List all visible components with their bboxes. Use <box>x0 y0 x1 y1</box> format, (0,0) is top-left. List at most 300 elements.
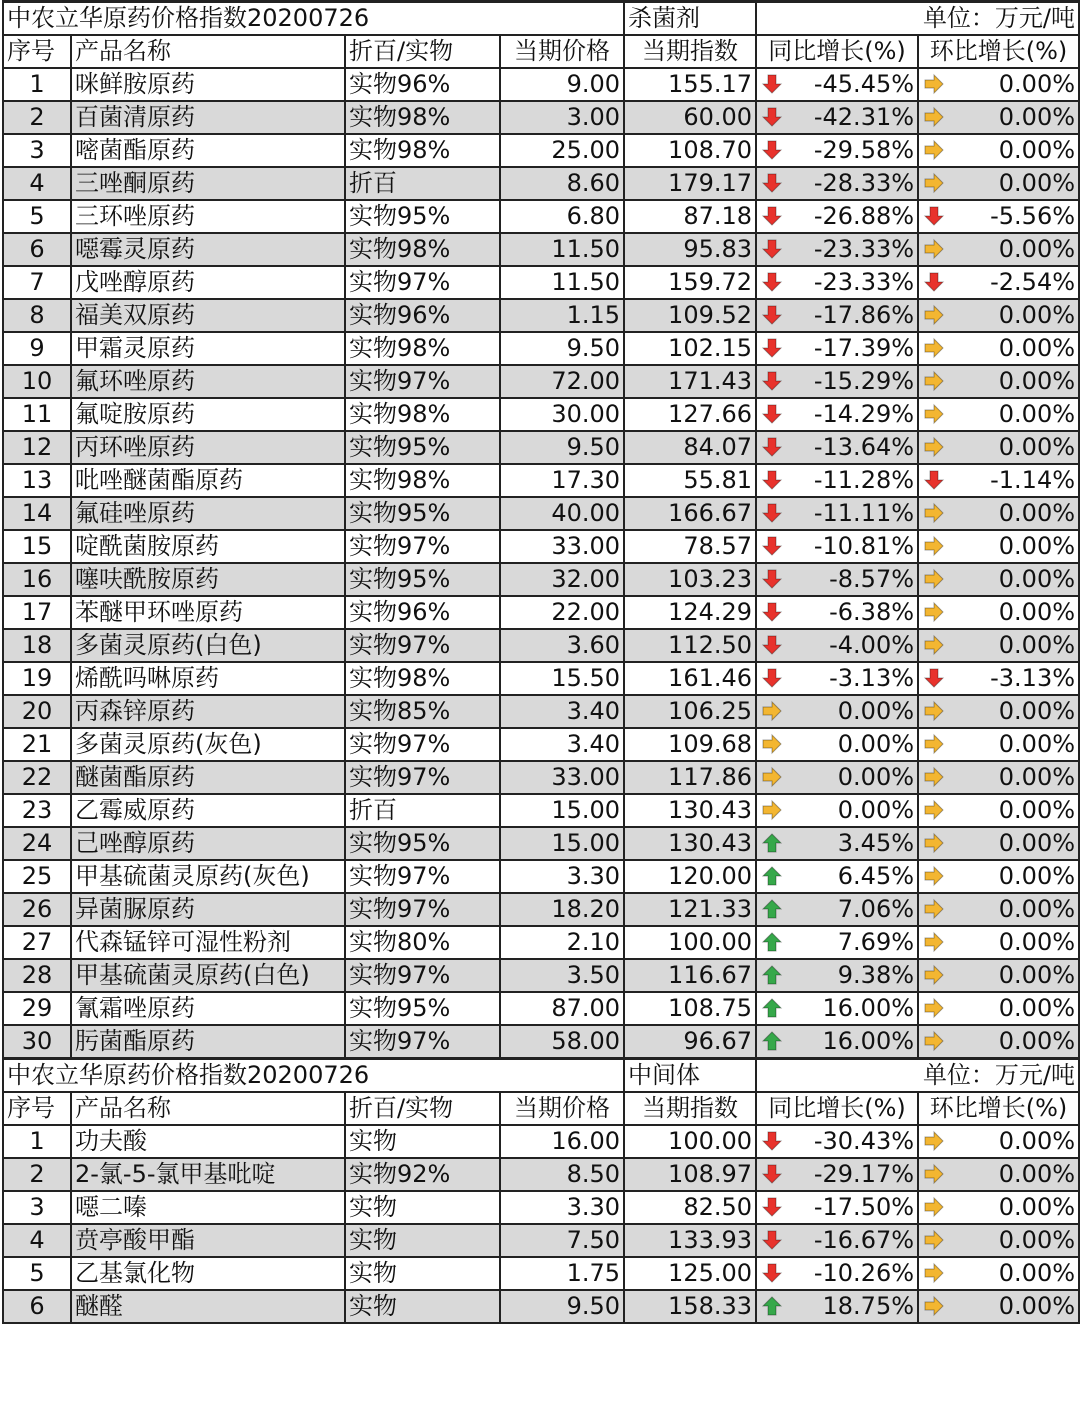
arrow-flat-icon <box>923 1229 945 1251</box>
mom-value: 0.00% <box>998 1127 1076 1155</box>
yoy-value: 16.00% <box>822 1027 915 1055</box>
current-index: 100.00 <box>624 926 756 959</box>
header-name: 产品名称 <box>71 1092 345 1125</box>
mom-value: 0.00% <box>998 136 1076 164</box>
product-type: 实物97% <box>345 530 500 563</box>
row-number: 12 <box>3 431 71 464</box>
row-number: 9 <box>3 332 71 365</box>
arrow-down-icon <box>761 304 783 326</box>
product-type: 实物 <box>345 1191 500 1224</box>
product-name: 百菌清原药 <box>71 101 345 134</box>
yoy-change <box>756 860 918 893</box>
row-number: 18 <box>3 629 71 662</box>
arrow-flat-icon <box>923 106 945 128</box>
arrow-down-icon <box>923 667 945 689</box>
yoy-value: -23.33% <box>813 235 915 263</box>
arrow-down-icon <box>761 106 783 128</box>
arrow-flat-icon <box>923 832 945 854</box>
arrow-flat-icon <box>923 337 945 359</box>
mom-value: 0.00% <box>998 1292 1076 1320</box>
mom-change <box>918 1025 1079 1059</box>
table-row <box>3 1191 1079 1224</box>
arrow-up-icon <box>761 865 783 887</box>
arrow-flat-icon <box>923 766 945 788</box>
current-index: 112.50 <box>624 629 756 662</box>
current-index: 60.00 <box>624 101 756 134</box>
mom-change <box>918 893 1079 926</box>
arrow-flat-icon <box>923 172 945 194</box>
mom-value: 0.00% <box>998 631 1076 659</box>
yoy-change <box>756 695 918 728</box>
product-name: 乙霉威原药 <box>71 794 345 827</box>
yoy-value: -17.39% <box>813 334 915 362</box>
current-index: 87.18 <box>624 200 756 233</box>
yoy-change <box>756 893 918 926</box>
yoy-change <box>756 68 918 101</box>
row-number: 19 <box>3 662 71 695</box>
product-type: 实物96% <box>345 299 500 332</box>
current-price: 33.00 <box>500 530 624 563</box>
table-row <box>3 1125 1079 1158</box>
current-price: 22.00 <box>500 596 624 629</box>
product-type: 实物97% <box>345 365 500 398</box>
arrow-down-icon <box>761 436 783 458</box>
product-type: 实物97% <box>345 860 500 893</box>
mom-value: 0.00% <box>998 1160 1076 1188</box>
yoy-value: 0.00% <box>837 697 915 725</box>
current-index: 161.46 <box>624 662 756 695</box>
mom-change <box>918 860 1079 893</box>
arrow-up-icon <box>761 964 783 986</box>
product-type: 实物97% <box>345 728 500 761</box>
row-number: 17 <box>3 596 71 629</box>
mom-change <box>918 332 1079 365</box>
mom-value: 0.00% <box>998 1027 1076 1055</box>
row-number: 29 <box>3 992 71 1025</box>
current-price: 6.80 <box>500 200 624 233</box>
yoy-value: 7.06% <box>837 895 915 923</box>
product-name: 氟环唑原药 <box>71 365 345 398</box>
yoy-change <box>756 398 918 431</box>
product-name: 肟菌酯原药 <box>71 1025 345 1059</box>
header-no: 序号 <box>3 1092 71 1125</box>
header-name: 产品名称 <box>71 35 345 68</box>
product-type: 实物96% <box>345 596 500 629</box>
table-row <box>3 761 1079 794</box>
header-yoy: 同比增长(%) <box>756 1092 918 1125</box>
arrow-up-icon <box>761 997 783 1019</box>
arrow-flat-icon <box>923 865 945 887</box>
current-index: 96.67 <box>624 1025 756 1059</box>
product-type: 实物85% <box>345 695 500 728</box>
section-title-row <box>3 1059 1079 1093</box>
row-number: 2 <box>3 1158 71 1191</box>
section-category: 杀菌剂 <box>624 2 756 36</box>
row-number: 21 <box>3 728 71 761</box>
product-type: 实物98% <box>345 662 500 695</box>
arrow-flat-icon <box>923 139 945 161</box>
arrow-flat-icon <box>761 766 783 788</box>
row-number: 5 <box>3 200 71 233</box>
table-row <box>3 233 1079 266</box>
product-name: 功夫酸 <box>71 1125 345 1158</box>
yoy-change <box>756 1025 918 1059</box>
table-row <box>3 1224 1079 1257</box>
yoy-value: -4.00% <box>829 631 915 659</box>
current-index: 103.23 <box>624 563 756 596</box>
product-type: 实物97% <box>345 761 500 794</box>
arrow-up-icon <box>761 832 783 854</box>
mom-change <box>918 827 1079 860</box>
product-name: 乙基氯化物 <box>71 1257 345 1290</box>
arrow-flat-icon <box>923 799 945 821</box>
yoy-change <box>756 266 918 299</box>
mom-change <box>918 662 1079 695</box>
column-header-row <box>3 1092 1079 1125</box>
table-row <box>3 563 1079 596</box>
product-name: 吡唑醚菌酯原药 <box>71 464 345 497</box>
arrow-up-icon <box>761 1295 783 1317</box>
current-price: 3.00 <box>500 101 624 134</box>
product-type: 实物95% <box>345 992 500 1025</box>
arrow-flat-icon <box>923 1262 945 1284</box>
arrow-down-icon <box>761 1196 783 1218</box>
current-price: 8.50 <box>500 1158 624 1191</box>
arrow-down-icon <box>761 337 783 359</box>
current-index: 100.00 <box>624 1125 756 1158</box>
arrow-flat-icon <box>923 1196 945 1218</box>
row-number: 24 <box>3 827 71 860</box>
table-row <box>3 167 1079 200</box>
product-name: 异菌脲原药 <box>71 893 345 926</box>
table-row <box>3 959 1079 992</box>
arrow-flat-icon <box>923 238 945 260</box>
product-type: 实物95% <box>345 827 500 860</box>
current-index: 106.25 <box>624 695 756 728</box>
table-row <box>3 365 1079 398</box>
arrow-down-icon <box>923 205 945 227</box>
product-name: 三环唑原药 <box>71 200 345 233</box>
arrow-up-icon <box>761 898 783 920</box>
mom-change <box>918 68 1079 101</box>
yoy-change <box>756 299 918 332</box>
table-row <box>3 134 1079 167</box>
section-category: 中间体 <box>624 1059 756 1093</box>
header-price: 当期价格 <box>500 35 624 68</box>
table-row <box>3 398 1079 431</box>
product-name: 福美双原药 <box>71 299 345 332</box>
table-row <box>3 101 1079 134</box>
mom-value: 0.00% <box>998 70 1076 98</box>
row-number: 2 <box>3 101 71 134</box>
mom-change <box>918 233 1079 266</box>
current-price: 8.60 <box>500 167 624 200</box>
product-type: 实物97% <box>345 629 500 662</box>
mom-value: 0.00% <box>998 565 1076 593</box>
arrow-flat-icon <box>923 1295 945 1317</box>
arrow-down-icon <box>761 403 783 425</box>
arrow-down-icon <box>761 1130 783 1152</box>
header-type: 折百/实物 <box>345 35 500 68</box>
current-price: 33.00 <box>500 761 624 794</box>
product-type: 实物96% <box>345 68 500 101</box>
row-number: 1 <box>3 1125 71 1158</box>
yoy-change <box>756 563 918 596</box>
mom-change <box>918 596 1079 629</box>
current-index: 116.67 <box>624 959 756 992</box>
row-number: 6 <box>3 1290 71 1323</box>
product-type: 折百 <box>345 794 500 827</box>
mom-change <box>918 761 1079 794</box>
yoy-value: -28.33% <box>813 169 915 197</box>
mom-value: 0.00% <box>998 532 1076 560</box>
row-number: 30 <box>3 1025 71 1059</box>
current-price: 15.00 <box>500 827 624 860</box>
product-type: 实物 <box>345 1290 500 1323</box>
product-type: 实物 <box>345 1257 500 1290</box>
header-mom: 环比增长(%) <box>918 1092 1079 1125</box>
yoy-value: 0.00% <box>837 796 915 824</box>
mom-value: 0.00% <box>998 895 1076 923</box>
mom-value: 0.00% <box>998 598 1076 626</box>
current-index: 133.93 <box>624 1224 756 1257</box>
product-type: 实物98% <box>345 398 500 431</box>
current-price: 25.00 <box>500 134 624 167</box>
table-row <box>3 464 1079 497</box>
current-price: 40.00 <box>500 497 624 530</box>
yoy-change <box>756 728 918 761</box>
current-index: 55.81 <box>624 464 756 497</box>
current-index: 130.43 <box>624 827 756 860</box>
yoy-value: 16.00% <box>822 994 915 1022</box>
mom-value: -2.54% <box>990 268 1076 296</box>
product-name: 苯醚甲环唑原药 <box>71 596 345 629</box>
product-name: 醚醛 <box>71 1290 345 1323</box>
table-row <box>3 728 1079 761</box>
current-index: 171.43 <box>624 365 756 398</box>
yoy-value: 6.45% <box>837 862 915 890</box>
yoy-change <box>756 926 918 959</box>
current-price: 18.20 <box>500 893 624 926</box>
current-price: 72.00 <box>500 365 624 398</box>
product-type: 实物95% <box>345 200 500 233</box>
row-number: 5 <box>3 1257 71 1290</box>
mom-value: 0.00% <box>998 301 1076 329</box>
product-type: 实物95% <box>345 563 500 596</box>
current-index: 109.52 <box>624 299 756 332</box>
arrow-flat-icon <box>923 568 945 590</box>
table-row <box>3 629 1079 662</box>
current-price: 2.10 <box>500 926 624 959</box>
mom-value: 0.00% <box>998 367 1076 395</box>
yoy-value: -45.45% <box>813 70 915 98</box>
product-type: 实物98% <box>345 464 500 497</box>
mom-change <box>918 1191 1079 1224</box>
mom-value: 0.00% <box>998 829 1076 857</box>
arrow-down-icon <box>761 568 783 590</box>
product-name: 噻呋酰胺原药 <box>71 563 345 596</box>
mom-change <box>918 1224 1079 1257</box>
yoy-value: -42.31% <box>813 103 915 131</box>
table-row <box>3 1257 1079 1290</box>
mom-change <box>918 794 1079 827</box>
current-index: 130.43 <box>624 794 756 827</box>
arrow-down-icon <box>761 634 783 656</box>
table-row <box>3 200 1079 233</box>
yoy-value: -15.29% <box>813 367 915 395</box>
mom-change <box>918 101 1079 134</box>
arrow-down-icon <box>761 73 783 95</box>
current-index: 125.00 <box>624 1257 756 1290</box>
arrow-flat-icon <box>923 1130 945 1152</box>
product-type: 实物95% <box>345 497 500 530</box>
mom-change <box>918 1290 1079 1323</box>
mom-change <box>918 728 1079 761</box>
table-row <box>3 794 1079 827</box>
yoy-value: -17.86% <box>813 301 915 329</box>
yoy-value: -10.26% <box>813 1259 915 1287</box>
yoy-change <box>756 1224 918 1257</box>
mom-value: 0.00% <box>998 103 1076 131</box>
mom-value: -1.14% <box>990 466 1076 494</box>
yoy-value: -16.67% <box>813 1226 915 1254</box>
table-row <box>3 332 1079 365</box>
table-row <box>3 893 1079 926</box>
current-price: 3.60 <box>500 629 624 662</box>
yoy-change <box>756 167 918 200</box>
arrow-down-icon <box>761 172 783 194</box>
arrow-flat-icon <box>923 502 945 524</box>
row-number: 11 <box>3 398 71 431</box>
current-index: 120.00 <box>624 860 756 893</box>
product-name: 2-氯-5-氯甲基吡啶 <box>71 1158 345 1191</box>
yoy-value: -3.13% <box>829 664 915 692</box>
current-price: 1.75 <box>500 1257 624 1290</box>
yoy-change <box>756 761 918 794</box>
mom-value: 0.00% <box>998 499 1076 527</box>
current-price: 11.50 <box>500 233 624 266</box>
product-type: 实物97% <box>345 1025 500 1059</box>
arrow-down-icon <box>761 139 783 161</box>
row-number: 25 <box>3 860 71 893</box>
product-type: 实物97% <box>345 959 500 992</box>
yoy-value: -10.81% <box>813 532 915 560</box>
table-row <box>3 926 1079 959</box>
product-type: 实物80% <box>345 926 500 959</box>
yoy-change <box>756 497 918 530</box>
product-name: 丙森锌原药 <box>71 695 345 728</box>
yoy-value: 9.38% <box>837 961 915 989</box>
yoy-change <box>756 365 918 398</box>
mom-change <box>918 629 1079 662</box>
mom-value: 0.00% <box>998 334 1076 362</box>
product-name: 多菌灵原药(白色) <box>71 629 345 662</box>
product-name: 嘧菌酯原药 <box>71 134 345 167</box>
mom-change <box>918 497 1079 530</box>
header-index: 当期指数 <box>624 1092 756 1125</box>
yoy-value: -13.64% <box>813 433 915 461</box>
section-title: 中农立华原药价格指数20200726 <box>3 1059 624 1093</box>
row-number: 23 <box>3 794 71 827</box>
product-type: 实物98% <box>345 134 500 167</box>
table-row <box>3 530 1079 563</box>
table-row <box>3 431 1079 464</box>
table-row <box>3 662 1079 695</box>
mom-value: 0.00% <box>998 1193 1076 1221</box>
product-type: 实物98% <box>345 233 500 266</box>
current-index: 108.70 <box>624 134 756 167</box>
table-row <box>3 596 1079 629</box>
unit-label: 单位：万元/吨 <box>756 1059 1079 1093</box>
yoy-change <box>756 1257 918 1290</box>
product-name: 甲基硫菌灵原药(白色) <box>71 959 345 992</box>
yoy-change <box>756 1158 918 1191</box>
arrow-flat-icon <box>923 1030 945 1052</box>
arrow-flat-icon <box>923 931 945 953</box>
yoy-value: -17.50% <box>813 1193 915 1221</box>
current-price: 87.00 <box>500 992 624 1025</box>
arrow-down-icon <box>761 1262 783 1284</box>
product-type: 实物 <box>345 1224 500 1257</box>
mom-value: 0.00% <box>998 730 1076 758</box>
mom-change <box>918 695 1079 728</box>
mom-value: 0.00% <box>998 169 1076 197</box>
row-number: 16 <box>3 563 71 596</box>
arrow-down-icon <box>761 469 783 491</box>
current-price: 3.30 <box>500 1191 624 1224</box>
mom-change <box>918 992 1079 1025</box>
arrow-flat-icon <box>923 964 945 986</box>
product-type: 实物97% <box>345 893 500 926</box>
current-index: 95.83 <box>624 233 756 266</box>
header-mom: 环比增长(%) <box>918 35 1079 68</box>
yoy-change <box>756 200 918 233</box>
header-index: 当期指数 <box>624 35 756 68</box>
arrow-down-icon <box>761 271 783 293</box>
product-type: 实物92% <box>345 1158 500 1191</box>
row-number: 28 <box>3 959 71 992</box>
current-price: 9.00 <box>500 68 624 101</box>
yoy-change <box>756 1191 918 1224</box>
current-index: 159.72 <box>624 266 756 299</box>
mom-value: 0.00% <box>998 961 1076 989</box>
row-number: 6 <box>3 233 71 266</box>
table-row <box>3 695 1079 728</box>
arrow-down-icon <box>923 271 945 293</box>
row-number: 1 <box>3 68 71 101</box>
arrow-flat-icon <box>923 898 945 920</box>
column-header-row <box>3 35 1079 68</box>
arrow-flat-icon <box>923 634 945 656</box>
yoy-value: -14.29% <box>813 400 915 428</box>
product-type: 实物98% <box>345 101 500 134</box>
current-price: 30.00 <box>500 398 624 431</box>
table-row <box>3 497 1079 530</box>
current-price: 3.40 <box>500 728 624 761</box>
mom-value: -5.56% <box>990 202 1076 230</box>
product-name: 氟硅唑原药 <box>71 497 345 530</box>
yoy-change <box>756 959 918 992</box>
row-number: 8 <box>3 299 71 332</box>
yoy-change <box>756 233 918 266</box>
current-price: 17.30 <box>500 464 624 497</box>
arrow-up-icon <box>761 1030 783 1052</box>
mom-value: 0.00% <box>998 796 1076 824</box>
product-type: 实物97% <box>345 266 500 299</box>
product-name: 氰霜唑原药 <box>71 992 345 1025</box>
arrow-flat-icon <box>761 799 783 821</box>
mom-change <box>918 200 1079 233</box>
